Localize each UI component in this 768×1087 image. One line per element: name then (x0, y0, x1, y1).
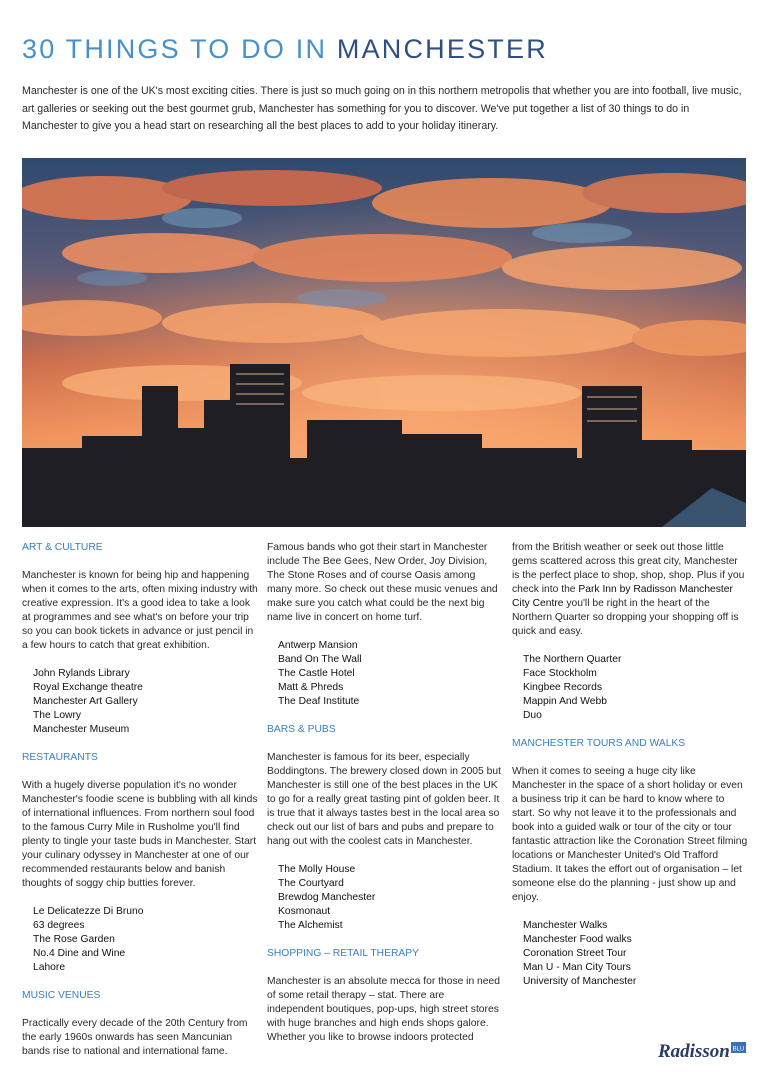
music-venues-list (267, 639, 503, 709)
list-item: The Alchemist (278, 920, 343, 931)
intro-paragraph: Manchester is one of the UK's most exciting cities. There is just so much going on in this northern metropolis that whether you are into football, live music, art galleries or seeking out the best gourmet grub, Manchester has something for you to discover. We've put together a list of 30 things to do in Manchester to give you a head start on researching all the best places to add to your holiday itinerary. (22, 85, 742, 132)
list-item: The Courtyard (278, 878, 344, 889)
list-item: Royal Exchange theatre (33, 682, 143, 693)
title-dark: MANCHESTER (336, 34, 548, 64)
list-item: 63 degrees (33, 920, 85, 931)
list-item: Manchester Walks (523, 920, 608, 931)
title-light: 30 THINGS TO DO IN (22, 34, 328, 64)
shopping-body-part1: Manchester is an absolute mecca for those in need of some retail therapy – stat. There are independent boutiques, pop-ups, high street stores with huge branches and high ends shops galore. Whether you like to browse indoors protected (267, 976, 500, 1043)
list-item: Matt & Phreds (278, 682, 344, 693)
list-item: No.4 Dine and Wine (33, 948, 126, 959)
radisson-blu-logo (657, 1035, 747, 1065)
list-item: Brewdog Manchester (278, 892, 376, 903)
list-item: John Rylands Library (33, 668, 130, 679)
list-item: Man U - Man City Tours (523, 962, 631, 973)
list-item: Mappin And Webb (523, 696, 607, 707)
column-2 (267, 541, 503, 1045)
art-culture-list (22, 667, 258, 737)
list-item: Face Stockholm (523, 668, 597, 679)
art-culture-body: Manchester is known for being hip and happening when it comes to the arts, often mixing industry with creative expression. It's a good idea to take a look at programmes and see what's on before your trip so you can book tickets in advance or just pencil in a few hours to catch that great exhibition. (22, 570, 258, 651)
page-title (22, 34, 548, 65)
list-item: Kosmonaut (278, 906, 331, 917)
list-item: Band On The Wall (278, 654, 362, 665)
bars-pubs-body: Manchester is famous for its beer, especially Boddingtons. The brewery closed down in 2005 but Manchester is still one of the best places in the UK to go for a really great tasting pint of golden beer. It is true that it always tastes best in the local area so check out our list of bars and pubs and prepare to hang out with the coolest cats in Manchester. (267, 752, 501, 847)
list-item: The Molly House (278, 864, 356, 875)
music-venues-body-part2: Famous bands who got their start in Manchester include The Bee Gees, New Order, Joy Division, The Stone Roses and of course Oasis among many more. So check out these music venues and make sure you catch what could be the next big name live in concert on home turf. (267, 542, 498, 623)
tours-walks-list (512, 919, 748, 989)
list-item: The Castle Hotel (278, 668, 355, 679)
list-item: Manchester Museum (33, 724, 130, 735)
list-item: University of Manchester (523, 976, 637, 987)
bars-pubs-list (267, 863, 503, 933)
list-item: Kingbee Records (523, 682, 602, 693)
column-1 (22, 541, 258, 1059)
list-item: Antwerp Mansion (278, 640, 358, 651)
shopping-body-part2 (512, 541, 748, 639)
logo-badge: BLU (732, 1046, 745, 1053)
list-item: Duo (523, 710, 542, 721)
list-item: Coronation Street Tour (523, 948, 627, 959)
restaurants-body: With a hugely diverse population it's no wonder Manchester's foodie scene is bubbling with all kinds of international influences. From northern soul food to the famous Curry Mile in Rusholme you'll find plenty to tingle your taste buds in Manchester. Start your culinary odyssey in Manchester at one of our recommended restaurants below and banish thoughts of soggy chip butties forever. (22, 780, 258, 889)
heading-music-venues: MUSIC VENUES (22, 990, 101, 1001)
hero-image-manchester-skyline (22, 158, 746, 527)
shopping-body-text-b: you'll be right in the heart of the Northern Quarter so dropping your shopping off is quick and easy. (512, 598, 739, 637)
heading-bars-pubs: BARS & PUBS (267, 724, 336, 735)
tours-walks-body: When it comes to seeing a huge city like Manchester in the space of a short holiday or even a business trip it can be hard to know where to start. So why not leave it to the professionals and book into a guided walk or tour of the city or tour fantastic attraction like the Coronation Street filming locations or Manchester United's Old Trafford Stadium. It takes the effort out of organisation – let someone else do the planning - just show up and enjoy. (512, 766, 748, 903)
logo-wordmark: Radisson (658, 1041, 730, 1062)
list-item: The Rose Garden (33, 934, 115, 945)
heading-shopping: SHOPPING – RETAIL THERAPY (267, 948, 420, 959)
list-item: Lahore (33, 962, 66, 973)
sunset-skyline-illustration (22, 158, 746, 527)
park-inn-link[interactable]: Park Inn by Radisson Manchester City Centre (512, 584, 733, 609)
heading-restaurants: RESTAURANTS (22, 752, 98, 763)
shopping-list (512, 653, 748, 723)
shopping-body-text-a: from the British weather or seek out those little gems scattered across this great city, Manchester is the perfect place to shop, shop, shop. Plus if you check into the (512, 542, 745, 595)
list-item: The Northern Quarter (523, 654, 622, 665)
column-3 (512, 541, 748, 989)
list-item: The Deaf Institute (278, 696, 360, 707)
list-item: Manchester Art Gallery (33, 696, 138, 707)
list-item: The Lowry (33, 710, 82, 721)
restaurants-list (22, 905, 258, 975)
list-item: Le Delicatezze Di Bruno (33, 906, 144, 917)
music-venues-body-part1: Practically every decade of the 20th Century from the early 1960s onwards has seen Mancunian bands rise to national and international fame. (22, 1018, 248, 1057)
list-item: Manchester Food walks (523, 934, 632, 945)
heading-tours-walks: MANCHESTER TOURS AND WALKS (512, 738, 686, 749)
heading-art-culture: ART & CULTURE (22, 542, 103, 553)
